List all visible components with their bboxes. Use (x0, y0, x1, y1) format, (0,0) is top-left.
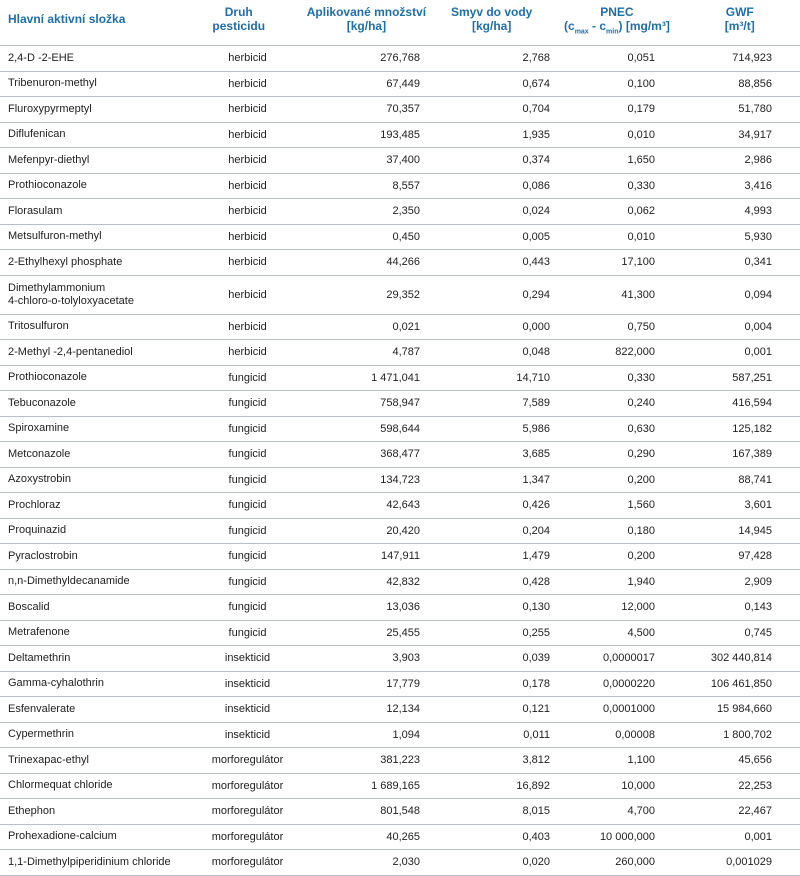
cell-gwf: 0,094 (744, 288, 772, 301)
table-row (0, 748, 800, 774)
header-active-ingredient-label: Hlavní aktivní složka (8, 12, 126, 26)
header-pnec-sub-min: min (606, 28, 619, 36)
cell-pnec: 0,062 (627, 205, 655, 218)
table-row (0, 621, 800, 647)
cell-active-ingredient: Trinexapac-ethyl (8, 753, 89, 766)
header-pnec-prefix: (c (564, 19, 575, 33)
header-applied-amount (304, 0, 429, 45)
cell-gwf: 97,428 (738, 550, 772, 563)
cell-applied-amount: 276,768 (380, 52, 420, 65)
cell-pnec: 12,000 (621, 601, 655, 614)
table-row (0, 825, 800, 851)
cell-applied-amount: 42,832 (386, 575, 420, 588)
cell-runoff: 1,347 (522, 473, 550, 486)
cell-gwf: 45,656 (738, 754, 772, 767)
cell-pnec: 0,0000017 (603, 652, 655, 665)
cell-applied-amount: 758,947 (380, 397, 420, 410)
cell-pnec: 0,330 (627, 371, 655, 384)
table-row (0, 723, 800, 749)
cell-pesticide-type: herbicid (228, 320, 267, 333)
table-row (0, 672, 800, 698)
cell-pesticide-type: herbicid (228, 256, 267, 269)
cell-pnec: 0,010 (627, 128, 655, 141)
header-runoff-line1: Smyv do vody (450, 5, 533, 19)
cell-pnec: 0,051 (627, 52, 655, 65)
cell-pnec: 0,0001000 (603, 703, 655, 716)
table-row (0, 123, 800, 149)
cell-applied-amount: 13,036 (386, 601, 420, 614)
cell-pesticide-type: herbicid (228, 346, 267, 359)
cell-active-ingredient: Mefenpyr-diethyl (8, 153, 90, 166)
header-pnec-mid: - c (588, 19, 607, 33)
cell-runoff: 0,374 (522, 154, 550, 167)
table-row (0, 646, 800, 672)
header-pnec-line2 (554, 19, 679, 39)
header-runoff-line2: [kg/ha] (472, 19, 512, 33)
cell-applied-amount: 598,644 (380, 422, 420, 435)
cell-gwf: 0,001 (744, 830, 772, 843)
cell-pnec: 0,0000220 (603, 677, 655, 690)
table-row (0, 595, 800, 621)
cell-gwf: 0,001 (744, 346, 772, 359)
table-row (0, 391, 800, 417)
cell-active-ingredient-line1: Dimethylammonium (8, 281, 106, 294)
cell-pnec: 0,240 (627, 397, 655, 410)
cell-gwf: 34,917 (738, 128, 772, 141)
cell-applied-amount: 2,030 (392, 856, 420, 869)
cell-pesticide-type: fungicid (228, 626, 267, 639)
cell-runoff: 0,020 (522, 856, 550, 869)
cell-active-ingredient: n,n-Dimethyldecanamide (8, 575, 130, 588)
table-row (0, 544, 800, 570)
cell-pesticide-type: fungicid (228, 397, 267, 410)
cell-applied-amount: 1,094 (392, 728, 420, 741)
cell-applied-amount: 29,352 (386, 288, 420, 301)
cell-gwf: 3,601 (744, 499, 772, 512)
table-row (0, 366, 800, 392)
cell-pnec: 4,500 (627, 626, 655, 639)
cell-runoff: 0,121 (522, 703, 550, 716)
cell-runoff: 0,039 (522, 652, 550, 665)
cell-active-ingredient (0, 282, 180, 308)
cell-pesticide-type: insekticid (224, 728, 271, 741)
cell-gwf: 0,143 (744, 601, 772, 614)
cell-runoff: 0,674 (522, 77, 550, 90)
cell-active-ingredient: Tebuconazole (8, 396, 76, 409)
cell-active-ingredient: Esfenvalerate (8, 702, 76, 715)
cell-gwf: 587,251 (732, 371, 772, 384)
table-row (0, 468, 800, 494)
table-row (0, 519, 800, 545)
cell-active-ingredient: 2,4-D -2-EHE (8, 51, 75, 64)
cell-runoff: 0,086 (522, 179, 550, 192)
cell-gwf: 0,001029 (726, 856, 772, 869)
cell-runoff: 0,024 (522, 205, 550, 218)
cell-pnec: 0,290 (627, 448, 655, 461)
cell-pesticide-type: morforegulátor (211, 779, 284, 792)
header-pesticide-type-line1: Druh (224, 5, 253, 19)
cell-pnec: 0,100 (627, 77, 655, 90)
cell-active-ingredient: Florasulam (8, 204, 63, 217)
cell-pesticide-type: herbicid (228, 154, 267, 167)
cell-active-ingredient: Gamma-cyhalothrin (8, 677, 104, 690)
cell-applied-amount: 801,548 (380, 805, 420, 818)
cell-gwf: 125,182 (732, 422, 772, 435)
cell-runoff: 0,178 (522, 677, 550, 690)
cell-pesticide-type: herbicid (228, 230, 267, 243)
table-row (0, 697, 800, 723)
cell-pnec: 0,179 (627, 103, 655, 116)
header-pnec-sub-max: max (574, 28, 589, 36)
cell-gwf: 106 461,850 (710, 677, 772, 690)
cell-gwf: 2,909 (744, 575, 772, 588)
header-gwf-line2: [m³/t] (724, 19, 755, 33)
cell-applied-amount: 37,400 (386, 154, 420, 167)
table-row (0, 417, 800, 443)
cell-pnec: 260,000 (615, 856, 655, 869)
cell-gwf: 0,004 (744, 320, 772, 333)
cell-runoff: 0,428 (522, 575, 550, 588)
cell-pnec: 1,650 (627, 154, 655, 167)
cell-pnec: 1,560 (627, 499, 655, 512)
cell-applied-amount: 1 471,041 (371, 371, 420, 384)
cell-runoff: 5,986 (522, 422, 550, 435)
table-row (0, 46, 800, 72)
table-row (0, 97, 800, 123)
cell-pesticide-type: morforegulátor (211, 830, 284, 843)
table-row (0, 174, 800, 200)
cell-gwf: 416,594 (732, 397, 772, 410)
cell-pnec: 0,330 (627, 179, 655, 192)
header-pesticide-type (174, 0, 304, 45)
cell-active-ingredient: Metrafenone (8, 626, 70, 639)
cell-pnec: 1,100 (627, 754, 655, 767)
cell-active-ingredient: Azoxystrobin (8, 473, 71, 486)
cell-gwf: 1 800,702 (723, 728, 772, 741)
table-body (0, 46, 800, 876)
table-row (0, 799, 800, 825)
header-applied-amount-line2: [kg/ha] (346, 19, 387, 33)
cell-active-ingredient: Chlormequat chloride (8, 779, 113, 792)
cell-pesticide-type: herbicid (228, 205, 267, 218)
cell-runoff: 8,015 (522, 805, 550, 818)
cell-pesticide-type: herbicid (228, 52, 267, 65)
cell-gwf: 302 440,814 (710, 652, 772, 665)
header-pnec-line1: PNEC (600, 5, 634, 19)
cell-active-ingredient: Cypermethrin (8, 728, 75, 741)
cell-applied-amount: 70,357 (386, 103, 420, 116)
cell-active-ingredient: Prochloraz (8, 498, 61, 511)
cell-active-ingredient: Tritosulfuron (8, 320, 69, 333)
cell-gwf: 22,253 (738, 779, 772, 792)
cell-pesticide-type: insekticid (224, 652, 271, 665)
table-row (0, 570, 800, 596)
cell-runoff: 1,479 (522, 550, 550, 563)
cell-runoff: 2,768 (522, 52, 550, 65)
cell-pnec: 10,000 (621, 779, 655, 792)
cell-active-ingredient: 2-Methyl -2,4-pentanediol (8, 345, 133, 358)
cell-active-ingredient: Prothioconazole (8, 371, 87, 384)
cell-active-ingredient-line2: 4-chloro-o-tolyloxyacetate (8, 294, 134, 307)
cell-runoff: 0,130 (522, 601, 550, 614)
cell-active-ingredient: Metconazole (8, 447, 71, 460)
cell-runoff: 0,048 (522, 346, 550, 359)
cell-active-ingredient: Proquinazid (8, 524, 67, 537)
table-row (0, 442, 800, 468)
cell-pesticide-type: fungicid (228, 448, 267, 461)
cell-pesticide-type: herbicid (228, 179, 267, 192)
cell-pesticide-type: morforegulátor (211, 856, 284, 869)
cell-pesticide-type: morforegulátor (211, 805, 284, 818)
cell-applied-amount: 3,903 (392, 652, 420, 665)
cell-gwf: 2,986 (744, 154, 772, 167)
cell-runoff: 0,011 (523, 728, 550, 741)
cell-applied-amount: 4,787 (392, 346, 420, 359)
cell-pnec: 41,300 (621, 288, 655, 301)
cell-active-ingredient: Boscalid (8, 600, 50, 613)
table-row (0, 250, 800, 276)
cell-pnec: 822,000 (615, 346, 655, 359)
table-row (0, 315, 800, 341)
cell-gwf: 88,856 (738, 77, 772, 90)
header-gwf-line1: GWF (725, 5, 754, 19)
cell-pesticide-type: morforegulátor (211, 754, 284, 767)
cell-gwf: 0,341 (744, 256, 772, 269)
cell-pnec: 4,700 (627, 805, 655, 818)
table-header (0, 0, 800, 46)
cell-runoff: 0,704 (522, 103, 550, 116)
cell-applied-amount: 134,723 (380, 473, 420, 486)
cell-active-ingredient: Prothioconazole (8, 179, 87, 192)
cell-runoff: 0,005 (522, 230, 550, 243)
table-row (0, 148, 800, 174)
cell-pnec: 0,750 (627, 320, 655, 333)
cell-pnec: 0,200 (627, 550, 655, 563)
cell-runoff: 7,589 (522, 397, 550, 410)
cell-runoff: 1,935 (522, 128, 550, 141)
cell-pnec: 0,010 (627, 230, 655, 243)
cell-pesticide-type: herbicid (228, 128, 267, 141)
cell-gwf: 51,780 (738, 103, 772, 116)
cell-gwf: 3,416 (744, 179, 772, 192)
cell-pesticide-type: herbicid (228, 288, 267, 301)
cell-pnec: 17,100 (621, 256, 655, 269)
cell-active-ingredient: Spiroxamine (8, 422, 70, 435)
cell-gwf: 714,923 (732, 52, 772, 65)
cell-active-ingredient: 2-Ethylhexyl phosphate (8, 255, 123, 268)
cell-pesticide-type: fungicid (228, 575, 267, 588)
cell-active-ingredient: Metsulfuron-methyl (8, 230, 102, 243)
cell-runoff: 16,892 (516, 779, 550, 792)
cell-active-ingredient: Diflufenican (8, 128, 66, 141)
cell-pesticide-type: insekticid (224, 703, 271, 716)
cell-applied-amount: 2,350 (392, 205, 420, 218)
cell-pesticide-type: fungicid (228, 422, 267, 435)
table-row (0, 276, 800, 315)
cell-pnec: 0,180 (627, 524, 655, 537)
header-gwf (680, 0, 800, 45)
cell-applied-amount: 17,779 (386, 677, 420, 690)
cell-pesticide-type: herbicid (228, 77, 267, 90)
cell-gwf: 5,930 (744, 230, 772, 243)
cell-pnec: 0,00008 (615, 728, 655, 741)
cell-applied-amount: 368,477 (380, 448, 420, 461)
header-active-ingredient (0, 0, 174, 45)
table-row (0, 72, 800, 98)
cell-active-ingredient: 1,1-Dimethylpiperidinium chloride (8, 855, 171, 868)
cell-runoff: 0,204 (522, 524, 550, 537)
cell-applied-amount: 12,134 (386, 703, 420, 716)
cell-gwf: 0,745 (744, 626, 772, 639)
cell-runoff: 0,403 (522, 830, 550, 843)
table-row (0, 340, 800, 366)
table-row (0, 493, 800, 519)
cell-pesticide-type: fungicid (228, 524, 267, 537)
cell-gwf: 167,389 (732, 448, 772, 461)
header-pesticide-type-line2: pesticidu (212, 19, 266, 33)
cell-runoff: 0,294 (522, 288, 550, 301)
cell-pesticide-type: fungicid (228, 473, 267, 486)
cell-gwf: 4,993 (744, 205, 772, 218)
cell-runoff: 3,812 (522, 754, 550, 767)
cell-gwf: 14,945 (738, 524, 772, 537)
cell-applied-amount: 42,643 (386, 499, 420, 512)
cell-runoff: 14,710 (516, 371, 550, 384)
cell-gwf: 88,741 (738, 473, 772, 486)
cell-applied-amount: 0,450 (392, 230, 420, 243)
table-row (0, 225, 800, 251)
cell-pnec: 10 000,000 (599, 830, 655, 843)
cell-gwf: 15 984,660 (716, 703, 772, 716)
cell-applied-amount: 40,265 (386, 830, 420, 843)
cell-pesticide-type: fungicid (228, 499, 267, 512)
cell-active-ingredient: Deltamethrin (8, 651, 71, 664)
cell-applied-amount: 67,449 (386, 77, 420, 90)
cell-runoff: 0,443 (522, 256, 550, 269)
header-pnec-suffix: ) [mg/m³] (618, 19, 670, 33)
cell-pesticide-type: fungicid (228, 550, 267, 563)
cell-pnec: 0,630 (627, 422, 655, 435)
cell-runoff: 0,426 (522, 499, 550, 512)
header-applied-amount-line1: Aplikované množství (306, 5, 427, 19)
table-row (0, 774, 800, 800)
cell-runoff: 3,685 (522, 448, 550, 461)
header-runoff (429, 0, 554, 45)
cell-active-ingredient: Tribenuron-methyl (8, 77, 97, 90)
cell-applied-amount: 147,911 (381, 550, 420, 563)
cell-pesticide-type: fungicid (228, 371, 267, 384)
cell-applied-amount: 0,021 (392, 320, 420, 333)
cell-pesticide-type: fungicid (228, 601, 267, 614)
cell-pesticide-type: insekticid (224, 677, 271, 690)
cell-active-ingredient: Fluroxypyrmeptyl (8, 102, 92, 115)
table-row (0, 199, 800, 225)
cell-pnec: 0,200 (627, 473, 655, 486)
cell-runoff: 0,255 (522, 626, 550, 639)
cell-gwf: 22,467 (738, 805, 772, 818)
cell-applied-amount: 1 689,165 (371, 779, 420, 792)
cell-applied-amount: 193,485 (380, 128, 420, 141)
cell-applied-amount: 20,420 (386, 524, 420, 537)
cell-applied-amount: 381,223 (380, 754, 420, 767)
cell-pnec: 1,940 (627, 575, 655, 588)
header-pnec (554, 0, 679, 45)
cell-active-ingredient: Ethephon (8, 804, 56, 817)
cell-applied-amount: 8,557 (392, 179, 420, 192)
cell-active-ingredient: Pyraclostrobin (8, 549, 78, 562)
cell-applied-amount: 44,266 (386, 256, 420, 269)
cell-runoff: 0,000 (522, 320, 550, 333)
cell-pesticide-type: herbicid (228, 103, 267, 116)
cell-active-ingredient: Prohexadione-calcium (8, 830, 117, 843)
cell-applied-amount: 25,455 (386, 626, 420, 639)
